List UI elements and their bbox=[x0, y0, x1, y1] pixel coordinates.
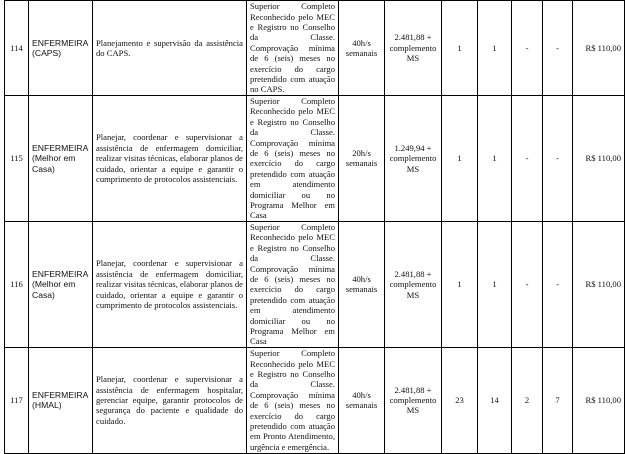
carga-horaria-cell: 40h/s semanais bbox=[339, 347, 385, 453]
vagas-cell: 2 bbox=[512, 347, 543, 453]
row-code: 116 bbox=[5, 221, 29, 347]
carga-horaria-cell: 20h/s semanais bbox=[339, 96, 385, 222]
cargo-cell bbox=[29, 96, 93, 222]
taxa-cell: R$ 110,00 bbox=[573, 347, 625, 453]
taxa-cell: R$ 110,00 bbox=[573, 1, 625, 96]
atribuicoes-cell: Planejamento e supervisão da assistência do CAPS. bbox=[93, 1, 247, 96]
vagas-cell: 1 bbox=[442, 1, 478, 96]
vagas-cell: - bbox=[543, 1, 573, 96]
vagas-cell: 1 bbox=[442, 96, 478, 222]
atribuicoes-cell: Planejar, coordenar e supervisionar a assistência de enfermagem domiciliar, realizar visitas técnicas, elaborar planos de cuidado, orientar a equipe e garantir o cumprimento de protocolos assistenciais. bbox=[93, 96, 247, 222]
table-row bbox=[5, 221, 625, 347]
cargo-unit: (CAPS) bbox=[32, 48, 62, 58]
cargo-unit: (Melhor em Casa) bbox=[32, 279, 76, 300]
cargo-name: ENFERMEIRA bbox=[32, 389, 89, 400]
taxa-cell: R$ 110,00 bbox=[573, 96, 625, 222]
carga-horaria-cell: 40h/s semanais bbox=[339, 1, 385, 96]
table-row bbox=[5, 347, 625, 453]
atribuicoes-cell: Planejar, coordenar e supervisionar a assistência de enfermagem hospitalar, gerenciar equipe, garantir protocolos de segurança do paciente e qualidade do cuidado. bbox=[93, 347, 247, 453]
vagas-cell: - bbox=[512, 221, 543, 347]
vagas-cell: - bbox=[543, 221, 573, 347]
cargo-unit: (Melhor em Casa) bbox=[32, 153, 76, 174]
cargo-name: ENFERMEIRA bbox=[32, 142, 89, 153]
vagas-cell: 1 bbox=[478, 221, 512, 347]
table-row bbox=[5, 1, 625, 96]
vagas-cell: 1 bbox=[442, 221, 478, 347]
vagas-cell: - bbox=[512, 96, 543, 222]
vencimento-cell: 2.481,88 + complemento MS bbox=[385, 221, 442, 347]
vagas-cell: - bbox=[512, 1, 543, 96]
vagas-cell: 1 bbox=[478, 96, 512, 222]
positions-table bbox=[4, 0, 625, 454]
vencimento-cell: 2.481,88 + complemento MS bbox=[385, 347, 442, 453]
requisitos-cell: Superior Completo Reconhecido pelo MEC e Registro no Conselho da Classe. Comprovação mínima de 6 (seis) meses no exercício do cargo pretendido com atuação em atendimento domiciliar ou no Programa Melhor em Casa bbox=[247, 221, 339, 347]
vagas-cell: - bbox=[543, 96, 573, 222]
cargo-unit: (HMAL) bbox=[32, 400, 62, 411]
vagas-cell: 1 bbox=[478, 1, 512, 96]
carga-horaria-cell: 40h/s semanais bbox=[339, 221, 385, 347]
requisitos-cell: Superior Completo Reconhecido pelo MEC e Registro no Conselho da Classe. Comprovação mínima de 6 (seis) meses no exercício do cargo pretendido com atuação em atendimento domiciliar ou no Programa Melhor em Casa bbox=[247, 96, 339, 222]
cargo-cell bbox=[29, 347, 93, 453]
vencimento-cell: 2.481,88 + complemento MS bbox=[385, 1, 442, 96]
cargo-cell bbox=[29, 221, 93, 347]
cargo-cell bbox=[29, 1, 93, 96]
requisitos-cell: Superior Completo Reconhecido pelo MEC e Registro no Conselho da Classe. Comprovação mínima de 6 (seis) meses no exercício do cargo pretendido com atuação no CAPS. bbox=[247, 1, 339, 96]
cargo-name: ENFERMEIRA bbox=[32, 268, 89, 279]
vagas-cell: 14 bbox=[478, 347, 512, 453]
row-code: 117 bbox=[5, 347, 29, 453]
table-row bbox=[5, 96, 625, 222]
vencimento-cell: 1.249,94 + complemento MS bbox=[385, 96, 442, 222]
requisitos-cell: Superior Completo Reconhecido pelo MEC e Registro no Conselho da Classe. Comprovação mínima de 6 (seis) meses no exercício do cargo pretendido com atuação em Pronto Atendimento, urgência e emergência. bbox=[247, 347, 339, 453]
row-code: 115 bbox=[5, 96, 29, 222]
vagas-cell: 7 bbox=[543, 347, 573, 453]
vagas-cell: 23 bbox=[442, 347, 478, 453]
cargo-name: ENFERMEIRA bbox=[32, 37, 89, 48]
taxa-cell: R$ 110,00 bbox=[573, 221, 625, 347]
atribuicoes-cell: Planejar, coordenar e supervisionar a assistência de enfermagem domiciliar, realizar visitas técnicas, elaborar planos de cuidado, orientar a equipe e garantir o cumprimento de protocolos assistenciais. bbox=[93, 221, 247, 347]
row-code: 114 bbox=[5, 1, 29, 96]
